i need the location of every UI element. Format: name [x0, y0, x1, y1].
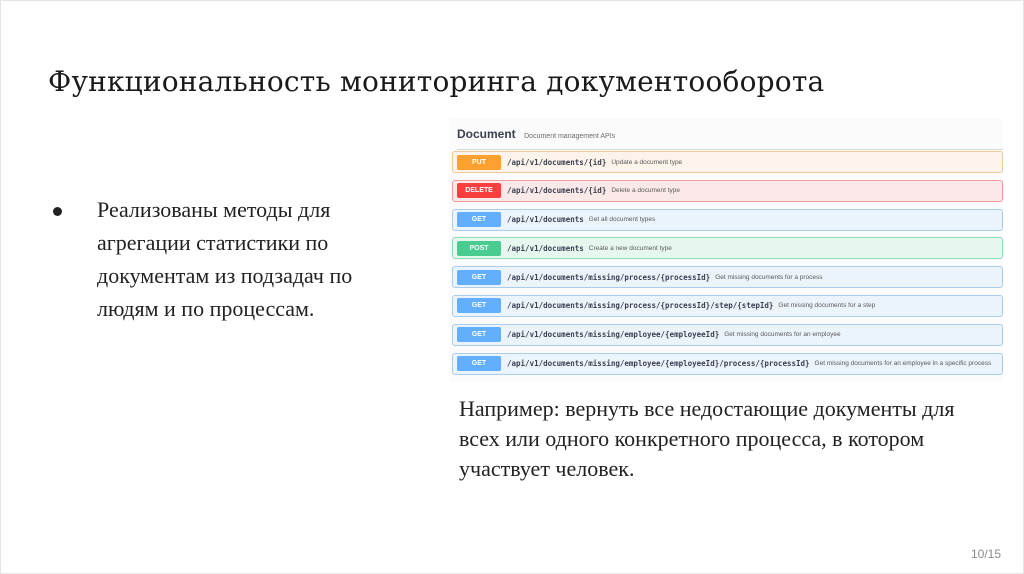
page-number: 10/15	[970, 547, 1001, 561]
endpoint-path: /api/v1/documents/missing/process/{processId}/step/{stepId}	[507, 301, 774, 311]
api-docs-panel	[449, 119, 1003, 381]
endpoint-path: /api/v1/documents/missing/employee/{employeeId}	[507, 330, 720, 340]
example-text: Например: вернуть все недостающие документы для всех или одного конкретного процесса, в котором участвует человек.	[459, 396, 955, 481]
endpoint-row-delete-document[interactable]	[452, 180, 1003, 202]
method-badge: GET	[457, 356, 501, 371]
method-badge: GET	[457, 298, 501, 313]
endpoint-row-missing-employee-process[interactable]	[452, 353, 1003, 375]
api-section-title: Document	[457, 127, 516, 141]
api-endpoint-list	[452, 151, 1003, 381]
endpoint-description: Get missing documents for a step	[778, 302, 876, 310]
bullet-text: Реализованы методы для агрегации статистики по документам из подзадач по людям и по процессам.	[97, 197, 353, 321]
endpoint-row-missing-employee[interactable]	[452, 324, 1003, 346]
endpoint-description: Delete a document type	[611, 187, 680, 195]
method-badge: GET	[457, 212, 501, 227]
endpoint-path: /api/v1/documents/missing/employee/{employeeId}/process/{processId}	[507, 359, 810, 369]
method-badge: GET	[457, 327, 501, 342]
endpoint-path: /api/v1/documents	[507, 215, 584, 225]
endpoint-row-missing-process-step[interactable]	[452, 295, 1003, 317]
endpoint-description: Get missing documents for an employee in a specific process	[814, 360, 992, 368]
bullet-point	[53, 193, 393, 325]
endpoint-description: Create a new document type	[588, 244, 672, 252]
endpoint-row-post-document[interactable]	[452, 237, 1003, 259]
endpoint-row-get-documents[interactable]	[452, 209, 1003, 231]
method-badge: GET	[457, 270, 501, 285]
method-badge: DELETE	[457, 183, 501, 198]
endpoint-row-put-document[interactable]	[452, 151, 1003, 173]
method-badge: POST	[457, 241, 501, 256]
endpoint-path: /api/v1/documents/missing/process/{processId}	[507, 272, 711, 282]
endpoint-description: Get all document types	[588, 216, 656, 224]
slide-title: Функциональность мониторинга документооборота	[48, 65, 825, 98]
endpoint-path: /api/v1/documents/{id}	[507, 186, 607, 196]
api-section-header[interactable]	[457, 125, 1003, 150]
endpoint-path: /api/v1/documents/{id}	[507, 157, 607, 167]
endpoint-description: Update a document type	[611, 158, 683, 166]
api-section-description: Document management APIs	[524, 133, 616, 140]
endpoint-description: Get missing documents for a process	[715, 273, 823, 281]
endpoint-row-missing-process[interactable]	[452, 266, 1003, 288]
endpoint-description: Get missing documents for an employee	[724, 331, 841, 339]
method-badge: PUT	[457, 155, 501, 170]
bullet-dot-icon	[53, 207, 62, 216]
endpoint-path: /api/v1/documents	[507, 243, 584, 253]
